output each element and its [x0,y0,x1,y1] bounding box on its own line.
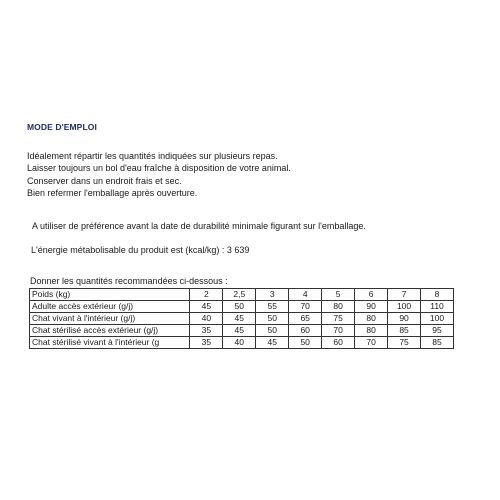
value-cell: 50 [223,301,256,313]
value-cell: 3 [256,289,289,301]
value-cell: 55 [256,301,289,313]
value-cell: 8 [421,289,454,301]
value-cell: 90 [388,313,421,325]
value-cell: 80 [322,301,355,313]
value-cell: 45 [223,313,256,325]
value-cell: 50 [256,313,289,325]
value-cell: 75 [388,337,421,349]
value-cell: 85 [388,325,421,337]
value-cell: 60 [289,325,322,337]
instructions-paragraph [27,150,291,199]
value-cell: 35 [190,337,223,349]
table-row [30,301,454,313]
value-cell: 75 [322,313,355,325]
value-cell: 80 [355,313,388,325]
value-cell: 45 [256,337,289,349]
value-cell: 100 [421,313,454,325]
value-cell: 95 [421,325,454,337]
value-cell: 110 [421,301,454,313]
row-label-cell: Chat vivant à l'intérieur (g/j) [30,313,190,325]
value-cell: 4 [289,289,322,301]
row-label-cell: Chat stérilisé accès extérieur (g/j) [30,325,190,337]
value-cell: 60 [322,337,355,349]
value-cell: 2,5 [223,289,256,301]
value-cell: 40 [190,313,223,325]
value-cell: 45 [223,325,256,337]
instruction-line: Conserver dans un endroit frais et sec. [27,175,182,186]
value-cell: 80 [355,325,388,337]
value-cell: 85 [421,337,454,349]
value-cell: 40 [223,337,256,349]
value-cell: 2 [190,289,223,301]
value-cell: 70 [355,337,388,349]
table-intro: Donner les quantités recommandées ci-dessous : [30,276,228,286]
row-label-cell: Chat stérilisé vivant à l'intérieur (g [30,337,190,349]
table-header-row [30,289,454,301]
value-cell: 35 [190,325,223,337]
instruction-line: Laisser toujours un bol d'eau fraîche à disposition de votre animal. [27,163,291,174]
value-cell: 45 [190,301,223,313]
value-cell: 5 [322,289,355,301]
value-cell: 50 [256,325,289,337]
value-cell: 70 [322,325,355,337]
row-label-cell: Adulte accès extérieur (g/j) [30,301,190,313]
value-cell: 7 [388,289,421,301]
table-row [30,313,454,325]
value-cell: 100 [388,301,421,313]
feeding-table [29,288,454,349]
value-cell: 90 [355,301,388,313]
best-before-note: A utiliser de préférence avant la date de durabilité minimale figurant sur l'emballage. [32,221,366,231]
value-cell: 70 [289,301,322,313]
energy-note: L'énergie métabolisable du produit est (kcal/kg) : 3 639 [31,245,250,255]
feeding-table-body [30,289,454,349]
table-row [30,337,454,349]
value-cell: 65 [289,313,322,325]
instruction-line: Bien refermer l'emballage après ouverture. [27,187,198,198]
value-cell: 6 [355,289,388,301]
section-heading: MODE D'EMPLOI [27,122,97,132]
row-label-cell: Poids (kg) [30,289,190,301]
value-cell: 50 [289,337,322,349]
table-row [30,325,454,337]
instruction-line: Idéalement répartir les quantités indiquées sur plusieurs repas. [27,151,278,161]
